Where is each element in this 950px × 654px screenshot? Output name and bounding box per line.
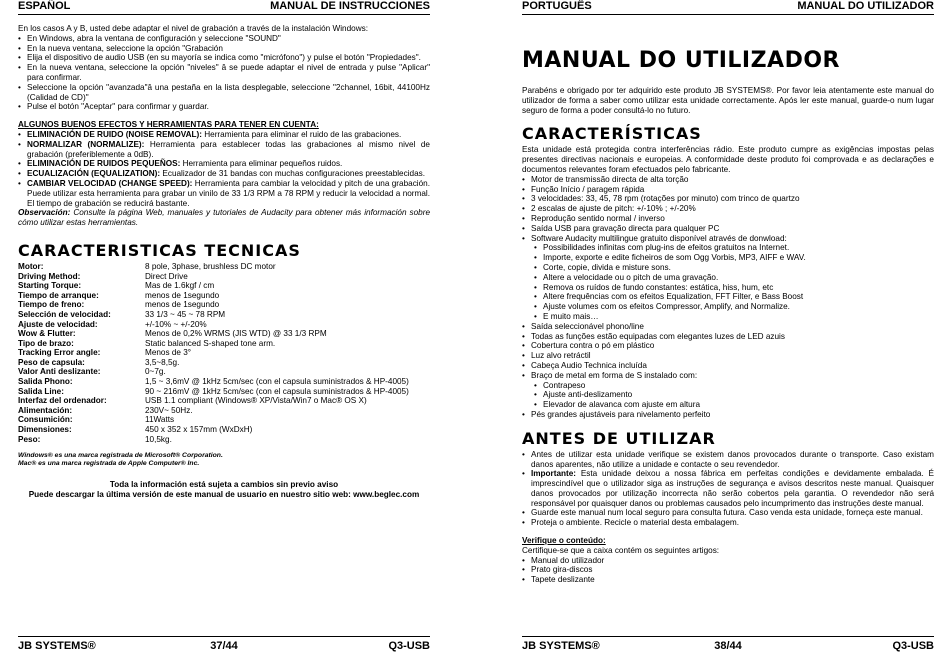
- effect-item: [27, 140, 430, 160]
- list-item: • En la nueva ventana, seleccione la opción "Grabación: [27, 44, 430, 54]
- list-item: • 3 velocidades: 33, 45, 78 rpm (rotações por minuto) com trinco de quartzo: [531, 194, 934, 204]
- list-item: • Função Início / paragem rápida: [531, 185, 934, 195]
- notice-changes: Toda la información está sujeta a cambios sin previo aviso: [109, 480, 339, 490]
- list-item: • Software Audacity multilingue gratuito disponível através de donwload:: [531, 234, 934, 244]
- list-item: • Contrapeso: [543, 381, 934, 391]
- list-item: • Tapete deslizante: [531, 575, 934, 585]
- page-footer: [18, 636, 430, 653]
- spec-value: Static balanced S-shaped tone arm.: [145, 338, 276, 348]
- effect-description: Herramienta para cambiar la velocidad y pitch de una grabación. Puede utilizar esta herramienta para grabar un vinilo de 33 1/3 RPM a 78 RPM y reducir la velocidad a normal. El tiempo de grabación se reducirá bastante.: [27, 178, 430, 208]
- observation-text: Consulte la página Web, manuales y tutoriales de Audacity para obtener más información sobre cómo utilizar estas herramientas.: [18, 208, 430, 228]
- effect-name: ELIMINACIÓN DE RUIDOS PEQUEÑOS:: [27, 159, 181, 169]
- list-item: • Remova os ruídos de fundo constantes: estática, hiss, hum, etc: [543, 283, 934, 293]
- effect-description: Ecualizador de 31 bandas con muchas configuraciones preestablecidas.: [160, 169, 426, 179]
- spec-label: Interfaz del ordenador:: [18, 396, 107, 406]
- spec-label: Motor:: [18, 261, 44, 271]
- spec-row: [18, 348, 409, 358]
- spec-label: Valor Anti deslizante:: [18, 367, 101, 377]
- features-list-continued: [522, 322, 934, 381]
- list-item: • Motor de transmissão directa de alta torção: [531, 175, 934, 185]
- effect-description: Herramienta para establecer todas las grabaciones al mismo nivel de grabación (preferiblemente a 0dB).: [27, 139, 430, 159]
- page-header: [522, 0, 934, 15]
- list-item: [531, 469, 934, 508]
- spec-value: Menos de 0,2% WRMS (JIS WTD) @ 33 1/3 RPM: [145, 329, 327, 339]
- spec-label: Wow & Flutter:: [18, 329, 76, 339]
- page-body: [522, 48, 934, 585]
- spec-value: 450 x 352 x 157mm (WxDxH): [145, 425, 253, 435]
- effect-item: [27, 179, 430, 208]
- spec-row: [18, 406, 409, 416]
- before-use-list: [522, 450, 934, 528]
- spec-value: +/-10% ~ +/-20%: [145, 319, 207, 329]
- footer-page-number: 38/44: [714, 640, 742, 652]
- effect-name: CAMBIAR VELOCIDAD (CHANGE SPEED):: [27, 178, 193, 188]
- footer-brand: JB SYSTEMS®: [18, 640, 96, 652]
- spec-value: 0~7g.: [145, 367, 166, 377]
- spec-row: [18, 425, 409, 435]
- list-item: • Ajuste volumes com os efeitos Compressor, Amplify, and Normalize.: [543, 302, 934, 312]
- notice-download: Puede descargar la última versión de este manual de usuario en nuestro sitio web: www.beglec.com: [28, 490, 420, 500]
- spec-value: 90 ~ 216mV @ 1kHz 5cm/sec (con el capsula suministrados & HP-4005): [145, 386, 409, 396]
- contents-list: [522, 556, 934, 585]
- features-intro: Esta unidade está protegida contra interferências rádio. Este produto cumpre as exigências impostas pelas presentes directivas nacionais e europeias. A conformidade deste produto foi comprovada e as declarações e documentos relevantes foram efectuados pelo fabricante.: [522, 145, 934, 174]
- page-header: [18, 0, 430, 15]
- features-list-end: [522, 410, 934, 420]
- list-item: • Braço de metal em forma de S instalado com:: [531, 371, 934, 381]
- software-features-list: [522, 243, 934, 321]
- header-language: PORTUGUÊS: [522, 0, 592, 12]
- spec-row: [18, 291, 409, 301]
- list-item: • Saída seleccionável phono/line: [531, 322, 934, 332]
- effects-title: ALGUNOS BUENOS EFECTOS Y HERRAMIENTAS PARA TENER EN CUENTA:: [18, 120, 319, 130]
- contents-check-intro: Certifique-se que a caixa contém os seguintes artigos:: [522, 545, 720, 555]
- list-item: • Cabeça Audio Technica incluída: [531, 361, 934, 371]
- spec-value: 3,5~8,5g.: [145, 357, 180, 367]
- spec-label: Selección de velocidad:: [18, 309, 111, 319]
- left-page: [18, 0, 430, 654]
- footer-page-number: 37/44: [210, 640, 238, 652]
- spec-label: Starting Torque:: [18, 281, 82, 291]
- list-item: • Guarde este manual num local seguro para consulta futura. Caso venda esta unidade, forneça este manual.: [531, 508, 934, 518]
- list-item: • Altere frequências com os efeitos Equalization, FFT Filter, e Bass Boost: [543, 292, 934, 302]
- tone-arm-features-list: [522, 381, 934, 410]
- effect-name: ECUALIZACIÓN (EQUALIZATION):: [27, 169, 161, 179]
- list-item: • Antes de utilizar esta unidade verifique se existem danos provocados durante o transporte. Caso existam danos aparentes, não utilize a unidade e contacte o seu revendedor.: [531, 450, 934, 470]
- spec-row: [18, 435, 409, 445]
- spec-row: [18, 358, 409, 368]
- list-item: • Cobertura contra o pó em plástico: [531, 341, 934, 351]
- spec-row: [18, 310, 409, 320]
- specs-table: [18, 262, 409, 444]
- spec-row: [18, 329, 409, 339]
- spec-label: Ajuste de velocidad:: [18, 319, 98, 329]
- important-label: Importante:: [531, 469, 577, 479]
- spec-row: [18, 367, 409, 377]
- list-item: • Possibilidades infinitas com plug-ins de efeitos gratuitos na Internet.: [543, 243, 934, 253]
- contents-check-title: Verifique o conteúdo:: [522, 536, 606, 546]
- effect-name: NORMALIZAR (NORMALIZE):: [27, 139, 145, 149]
- trademark-windows: Windows® es una marca registrada de Microsoft® Corporation.: [18, 452, 223, 460]
- spec-label: Tiempo de freno:: [18, 300, 85, 310]
- features-list: [522, 175, 934, 244]
- observation: [18, 208, 430, 228]
- list-item: • Altere a velocidade ou o pitch de uma gravação.: [543, 273, 934, 283]
- list-item: • Proteja o ambiente. Recicle o material desta embalagem.: [531, 518, 934, 528]
- effects-list: [18, 130, 430, 208]
- list-item: • E muito mais…: [543, 312, 934, 322]
- list-item: • Elija el dispositivo de audio USB (en su mayoría se indica como "micrófono") y pulse el botón "Propiedades".: [27, 53, 430, 63]
- spec-label: Dimensiones:: [18, 425, 72, 435]
- list-item: • Elevador de alavanca com ajuste em altura: [543, 400, 934, 410]
- steps-list: [18, 34, 430, 112]
- page-footer: [522, 636, 934, 653]
- list-item: • Seleccione la opción "avanzada"â una pestaña en la lista desplegable, seleccione "2channel, 16bit, 44100Hz (Calidad de CD)": [27, 83, 430, 103]
- footer-model: Q3-USB: [388, 640, 430, 652]
- list-item: • Importe, exporte e edite ficheiros de som Ogg Vorbis, MP3, AIFF e WAV.: [543, 253, 934, 263]
- effect-item: [27, 159, 430, 169]
- footer-brand: JB SYSTEMS®: [522, 640, 600, 652]
- spec-value: 230V~ 50Hz.: [145, 405, 193, 415]
- spec-label: Alimentación:: [18, 405, 73, 415]
- list-item: • Pulse el botón "Aceptar" para confirmar y guardar.: [27, 102, 430, 112]
- spec-label: Salida Phono:: [18, 377, 73, 387]
- effect-description: Herramienta para eliminar pequeños ruidos.: [180, 159, 343, 169]
- page-title: MANUAL DO UTILIZADOR: [522, 48, 840, 73]
- spec-label: Tiempo de arranque:: [18, 290, 99, 300]
- spec-value: menos de 1segundo: [145, 300, 220, 310]
- spec-label: Driving Method:: [18, 271, 81, 281]
- list-item: • Prato gira-discos: [531, 565, 934, 575]
- spec-row: [18, 281, 409, 291]
- header-language: ESPAÑOL: [18, 0, 71, 12]
- list-item: • En la nueva ventana, seleccione la opción "niveles" â se puede adaptar el nivel de entrada y pulse "Aplicar" para confirmar.: [27, 63, 430, 83]
- spec-row: [18, 415, 409, 425]
- list-item: • En Windows, abra la ventana de configuración y seleccione "SOUND": [27, 34, 430, 44]
- footer-model: Q3-USB: [892, 640, 934, 652]
- spec-value: 10,5kg.: [145, 434, 172, 444]
- observation-label: Observación:: [18, 208, 71, 218]
- spec-label: Consumición:: [18, 415, 73, 425]
- spec-row: [18, 377, 409, 387]
- spec-value: 8 pole, 3phase, brushless DC motor: [145, 261, 276, 271]
- spec-value: menos de 1segundo: [145, 290, 220, 300]
- list-item: • Ajuste anti-deslizamento: [543, 390, 934, 400]
- spec-label: Peso:: [18, 434, 41, 444]
- spec-value: Direct Drive: [145, 271, 188, 281]
- list-item: • 2 escalas de ajuste de pitch: +/-10% ; +/-20%: [531, 204, 934, 214]
- spec-value: 33 1/3 ~ 45 ~ 78 RPM: [145, 309, 226, 319]
- right-page: [522, 0, 934, 654]
- list-item: • Luz alvo retráctil: [531, 351, 934, 361]
- list-item: • Reprodução sentido normal / inverso: [531, 214, 934, 224]
- spec-label: Tipo de brazo:: [18, 338, 74, 348]
- before-use-title: ANTES DE UTILIZAR: [522, 428, 716, 448]
- list-item: • Corte, copie, divida e misture sons.: [543, 263, 934, 273]
- features-title: CARACTERÍSTICAS: [522, 124, 702, 144]
- intro-text: En los casos A y B, usted debe adaptar el nivel de grabación a través de la instalación Windows:: [18, 24, 368, 33]
- spec-row: [18, 262, 409, 272]
- spec-row: [18, 300, 409, 310]
- spec-value: 11Watts: [145, 415, 175, 425]
- effect-item: [27, 130, 430, 140]
- header-title: MANUAL DO UTILIZADOR: [797, 0, 934, 12]
- spec-value: 1,5 ~ 3,6mV @ 1kHz 5cm/sec (con el capsula suministrados & HP-4005): [145, 377, 409, 387]
- effect-name: ELIMINACIÓN DE RUIDO (NOISE REMOVAL):: [27, 129, 202, 139]
- list-item: • Pés grandes ajustáveis para nivelamento perfeito: [531, 410, 934, 420]
- spec-label: Peso de capsula:: [18, 357, 85, 367]
- effect-item: [27, 169, 430, 179]
- spec-value: Mas de 1.6kgf / cm: [145, 281, 215, 291]
- spec-row: [18, 387, 409, 397]
- page-body: [18, 24, 430, 500]
- spec-label: Salida Line:: [18, 386, 64, 396]
- spec-value: Menos de 3°: [145, 348, 192, 358]
- list-item: • Saída USB para gravação directa para qualquer PC: [531, 224, 934, 234]
- trademark-mac: Mac® es una marca registrada de Apple Computer® Inc.: [18, 460, 200, 468]
- important-text: Esta unidade deixou a nossa fábrica em perfeitas condições e devidamente embalada. É imprescindível que o utilizador siga as instruções de segurança e avisos descritos neste manual. Quaisquer danos provocados por utilização incorrecta não serão cobertos pela garantia. O revendedor não será responsável por quaisquer danos ou problemas causados pelo incumprimento das instruções deste manual.: [531, 469, 934, 508]
- effect-description: Herramienta para eliminar el ruido de las grabaciones.: [201, 129, 402, 139]
- list-item: • Manual do utilizador: [531, 556, 934, 566]
- header-title: MANUAL DE INSTRUCCIONES: [270, 0, 430, 12]
- spec-row: [18, 339, 409, 349]
- spec-row: [18, 272, 409, 282]
- specs-title: CARACTERISTICAS TECNICAS: [18, 240, 301, 260]
- list-item: • Todas as funções estão equipadas com elegantes luzes de LED azuis: [531, 332, 934, 342]
- intro-text: Parabéns e obrigado por ter adquirido este produto JB SYSTEMS®. Por favor leia atentamente este manual do utilizador de forma a saber como utilizar esta unidade correctamente. Após ler este manual, guarde-o num lugar seguro de forma a poder consultá-lo no futuro.: [522, 86, 934, 115]
- spec-row: [18, 320, 409, 330]
- spec-value: USB 1.1 compliant (Windows® XP/Vista/Win7 o Mac® OS X): [145, 396, 367, 406]
- spec-label: Tracking Error angle:: [18, 348, 101, 358]
- spec-row: [18, 396, 409, 406]
